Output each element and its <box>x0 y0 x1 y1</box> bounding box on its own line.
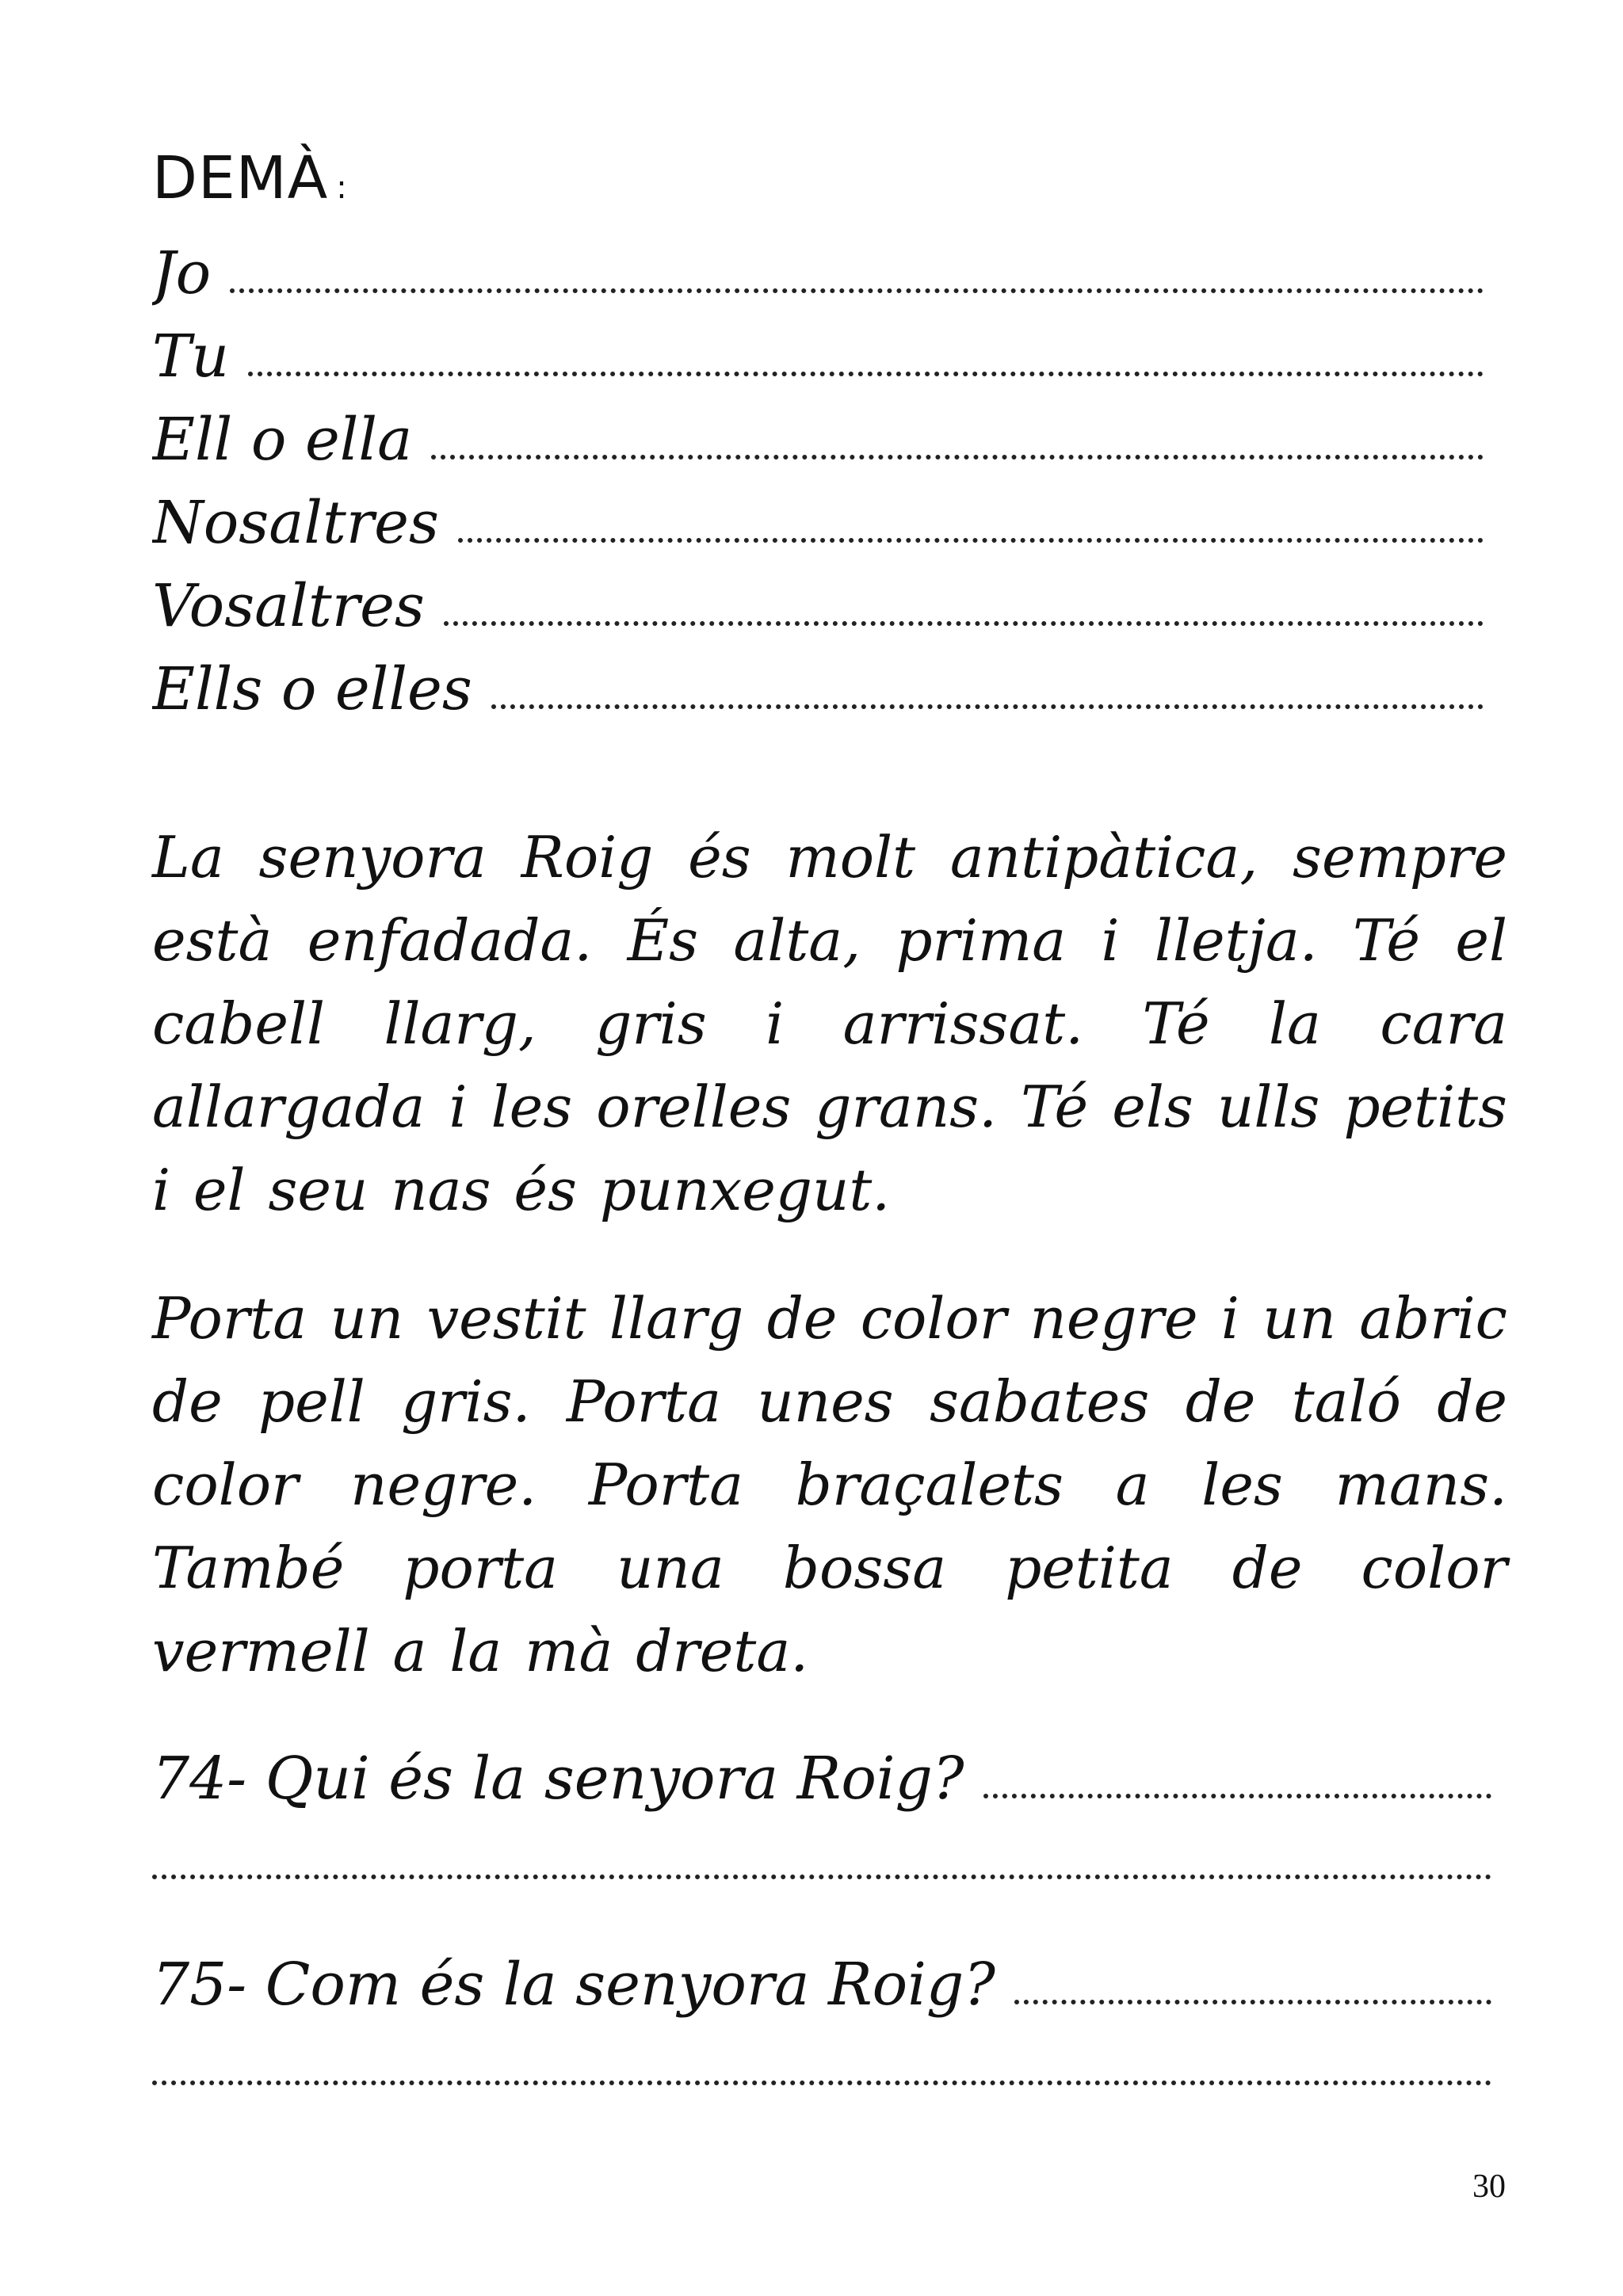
conjugation-row <box>152 654 1484 737</box>
question-number: 74- <box>152 1745 247 1813</box>
answer-line[interactable] <box>491 654 1484 709</box>
question-text: Qui és la senyora Roig? <box>265 1745 964 1813</box>
reading-paragraph: Porta un vestit llarg de color negre i un abric de pell gris. Porta unes sabates de taló de color negre. Porta braçalets a les mans. També porta una bossa petita de color vermell a la mà dreta. <box>152 1285 1507 1684</box>
conjugation-row <box>152 321 1484 404</box>
question-row <box>152 1743 1491 1838</box>
question-label <box>152 1745 964 1813</box>
pronoun-label: Ells o elles <box>152 655 472 723</box>
pronoun-label: Nosaltres <box>152 489 439 557</box>
pronoun-label: Vosaltres <box>152 572 425 640</box>
question-number: 75- <box>152 1951 247 2019</box>
answer-line[interactable] <box>458 487 1484 543</box>
answer-line[interactable] <box>230 238 1484 293</box>
heading-colon: : <box>336 170 348 206</box>
answer-line[interactable] <box>152 1843 1491 1879</box>
pronoun-label: Jo <box>152 239 212 307</box>
question-label <box>152 1951 995 2019</box>
answer-line[interactable] <box>431 404 1484 460</box>
question-text: Com és la senyora Roig? <box>265 1951 995 2019</box>
answer-line[interactable] <box>152 2049 1491 2085</box>
question-74 <box>152 1743 1491 1879</box>
page-number: 30 <box>1472 2168 1506 2205</box>
question-75 <box>152 1949 1491 2085</box>
conjugation-row <box>152 570 1484 654</box>
conjugation-list <box>152 238 1484 737</box>
conjugation-row <box>152 487 1484 570</box>
reading-paragraph: La senyora Roig és molt antipàtica, sempre està enfadada. És alta, prima i lletja. Té el cabell llarg, gris i arrissat. Té la cara allargada i les orelles grans. Té els ulls petits i el seu nas és punxegut. <box>152 824 1507 1223</box>
heading-title: DEMÀ <box>152 144 329 212</box>
pronoun-label: Ell o ella <box>152 406 413 474</box>
question-row <box>152 1949 1491 2044</box>
section-heading <box>152 144 348 212</box>
answer-line[interactable] <box>983 1743 1491 1798</box>
answer-line[interactable] <box>248 321 1484 376</box>
conjugation-row <box>152 404 1484 487</box>
answer-line[interactable] <box>1014 1949 1491 2004</box>
conjugation-row <box>152 238 1484 321</box>
answer-line[interactable] <box>444 570 1484 626</box>
pronoun-label: Tu <box>152 322 230 391</box>
